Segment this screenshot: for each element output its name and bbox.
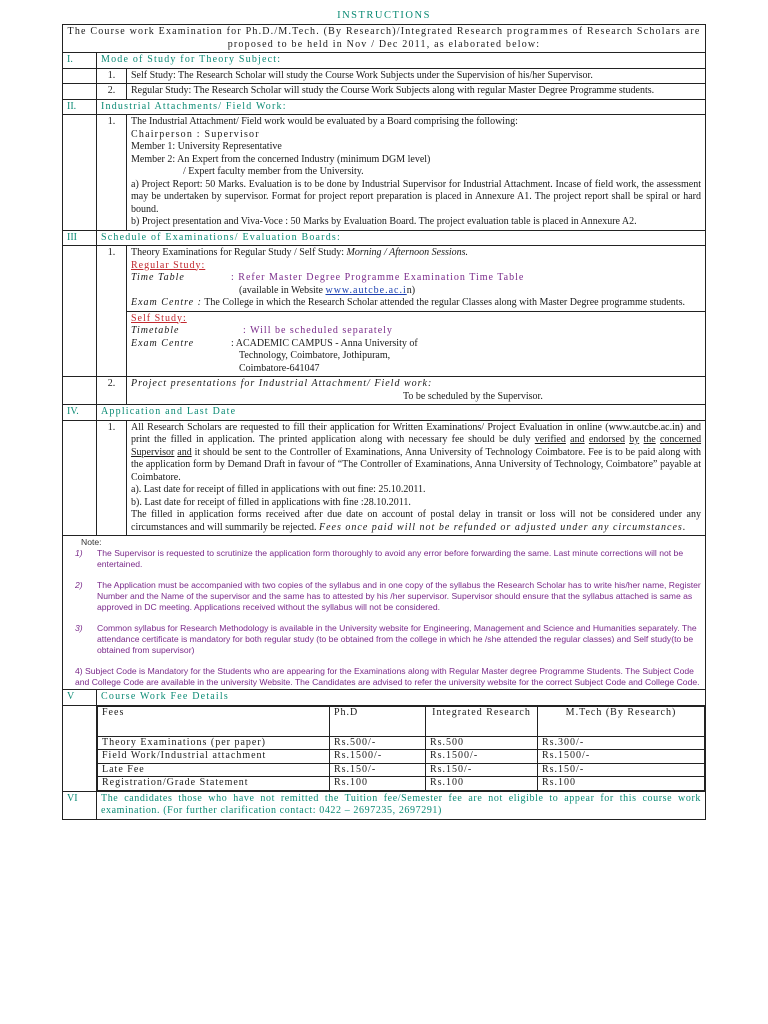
fee-cell: Rs.150/- [426, 763, 538, 777]
self-centre-line1: : ACADEMIC CAMPUS - Anna University of [231, 337, 418, 349]
board-intro: The Industrial Attachment/ Field work would be evaluated by a Board comprising the following: [131, 116, 518, 127]
fee-cell: Rs.500 [426, 736, 538, 750]
item-text: Self Study: The Research Scholar will study the Course Work Subjects under the Supervision of his/her Supervisor. [127, 68, 706, 84]
instructions-table [62, 24, 706, 820]
note-number: 2) [75, 580, 83, 590]
item-number: 1. [97, 68, 127, 84]
the-word: the [643, 434, 656, 445]
note-label: Note: [81, 537, 102, 547]
member-1: Member 1: University Representative [131, 141, 282, 152]
item-text: Regular Study: The Research Scholar will study the Course Work Subjects along with regular Master Degree Programme students. [127, 84, 706, 100]
item-number: 1. [97, 115, 127, 231]
fee-cell: Field Work/Industrial attachment [98, 750, 330, 764]
notes-block [63, 536, 706, 690]
endorsed-word: endorsed [588, 434, 625, 445]
section-heading: Schedule of Examinations/ Evaluation Boards: [97, 230, 706, 246]
self-centre-line2: Technology, Coimbatore, Jothipuram, [239, 350, 391, 361]
fee-cell: Rs.100 [330, 777, 426, 791]
website-link[interactable]: www.autcbe.ac.i [325, 284, 407, 296]
page-title: INSTRUCTIONS [337, 10, 431, 21]
chairperson: Chairperson : Supervisor [131, 128, 260, 140]
fee-cell: Rs.1500/- [538, 750, 705, 764]
section-heading: Course Work Fee Details [97, 690, 706, 706]
timetable-label: Time Table [131, 272, 185, 283]
exam-centre-label: Exam Centre : [131, 297, 202, 308]
self-centre-line3: Coimbatore-641047 [239, 362, 320, 374]
project-presentation-text: b) Project presentation and Viva-Voce : 50 Marks by Evaluation Board. The project evaluation table is placed in Annexure A2. [131, 216, 637, 227]
and-word-2: and [177, 446, 192, 458]
section-number: V [63, 690, 97, 706]
project-report-text: a) Project Report: 50 Marks. Evaluation is to be done by Industrial Supervisor for Industrial Attachment. Incase of field work, the assessment may be undertaken by supervisor. Format for project report preparation is placed in Annexure A1. The project report shall be spiral or hard bound. [131, 178, 701, 215]
self-timetable-value: : Will be scheduled separately [243, 325, 393, 336]
note-text: The Supervisor is requested to scrutinize the application form thoroughly to avoid any error before forwarding the same. Last minute corrections will not be entertained. [97, 548, 684, 569]
fees-not-refunded: Fees once paid will not be refunded or adjusted under any circumstances. [319, 521, 687, 533]
concerned-word: concerned [659, 434, 702, 445]
section-number: III [63, 230, 97, 246]
last-date-without-fine: a). Last date for receipt of filled in applications with out fine: 25.10.2011. [131, 484, 426, 495]
project-presentations-text: Project presentations for Industrial Attachment/ Field work: [131, 378, 433, 389]
fee-header: Fees [98, 706, 330, 736]
fee-cell: Rs.1500/- [330, 750, 426, 764]
fee-cell: Theory Examinations (per paper) [98, 736, 330, 750]
fee-cell: Rs.500/- [330, 736, 426, 750]
late-application-text: The filled in application forms received after due date on account of postal delay in transit or loss will not be considered under any circumstances and will summarily be rejected. [131, 509, 701, 533]
section-number: IV. [63, 405, 97, 421]
by-word: by [629, 434, 640, 445]
member-2-alt: / Expert faculty member from the University. [183, 166, 364, 177]
regular-study-label: Regular Study: [131, 259, 206, 271]
note-4-text: 4) Subject Code is Mandatory for the Students who are appearing for the Examinations along with Regular Master degree Programme Students. The Subject Code and College Code are available in the university Website. The Candidates are advised to refer the university website for the correct Subject Code and College Code. [75, 666, 700, 687]
fee-header: Integrated Research [426, 706, 538, 736]
fee-cell: Rs.150/- [330, 763, 426, 777]
intro-text: The Course work Examination for Ph.D./M.Tech. (By Research)/Integrated Research programmes of Research Scholars are proposed to be held in Nov / Dec 2011, as elaborated below: [63, 25, 706, 53]
note-text: The Application must be accompanied with two copies of the syllabus and in one copy of the syllabus the Research Scholar has to write his/her name, Register Number and the Name of the supervisor and the same has to attested by his /her supervisor. Supervisor should ensure that the syllabus attached is same as approved in DC meeting. Applications received without the syllabus will not be considered. [97, 580, 701, 612]
fee-cell: Rs.100 [426, 777, 538, 791]
fee-cell: Late Fee [98, 763, 330, 777]
tuition-notice: The candidates those who have not remitted the Tuition fee/Semester fee are not eligible to appear for this course work examination. (For further clarification contact: 0422 – 2697235, 2697291) [97, 791, 706, 819]
section-heading: Application and Last Date [97, 405, 706, 421]
application-text-2: it should be sent to the Controller of Examinations, Anna University of Technology Coimbatore. Fee is to be paid along with the application form by Demand Draft in favour of “The Controller of Examinations, Anna University of Technology, Coimbatore” payable at Coimbatore. [131, 446, 702, 483]
section-heading: Industrial Attachments/ Field Work: [97, 99, 706, 115]
website-suffix: n) [406, 284, 416, 296]
note-number: 3) [75, 623, 83, 633]
and-word: and [570, 434, 585, 445]
timetable-value: : Refer Master Degree Programme Examination Time Table [231, 272, 525, 283]
section-number: II. [63, 99, 97, 115]
verified-word: verified [534, 434, 566, 445]
item-number: 2. [97, 377, 127, 405]
fee-header: Ph.D [330, 706, 426, 736]
fee-table [97, 706, 705, 791]
fee-cell: Rs.300/- [538, 736, 705, 750]
item-number: 1. [97, 420, 127, 536]
project-presentations-schedule: To be scheduled by the Supervisor. [403, 390, 543, 402]
self-timetable-label: Timetable [131, 325, 180, 336]
note-text: Common syllabus for Research Methodology is available in the University website for Engineering, Management and Science and Humanities separately. The attendance certificate is mandatory for both regular study (to be obtained from the college in which he /she attended the regular classes) and Self study(to be obtained from supervisor) [97, 623, 697, 655]
fee-cell: Rs.100 [538, 777, 705, 791]
theory-exam-text: Theory Examinations for Regular Study / Self Study: [131, 247, 345, 258]
note-number: 1) [75, 548, 83, 558]
fee-cell: Rs.150/- [538, 763, 705, 777]
section-heading: Mode of Study for Theory Subject: [97, 53, 706, 69]
last-date-with-fine: b). Last date for receipt of filled in applications with fine :28.10.2011. [131, 496, 411, 508]
item-number: 2. [97, 84, 127, 100]
fee-cell: Rs.1500/- [426, 750, 538, 764]
sessions-text: Morning / Afternoon Sessions. [346, 247, 469, 258]
section-number: I. [63, 53, 97, 69]
supervisor-word: Supervisor [131, 446, 175, 458]
section-number: VI [63, 791, 97, 819]
item-number: 1. [97, 246, 127, 377]
application-text-1: All Research Scholars are requested to fill their application for Written Examinations/ Project Evaluation in online (www.autcbe.ac.in) and print the filled in application. The printed application along with necessary fee should be duly [131, 421, 701, 445]
member-2: Member 2: An Expert from the concerned Industry (minimum DGM level) [131, 153, 431, 165]
fee-header: M.Tech (By Research) [538, 706, 705, 736]
fee-cell: Registration/Grade Statement [98, 777, 330, 791]
website-prefix: (available in Website [239, 284, 323, 296]
self-centre-label: Exam Centre [131, 337, 195, 349]
self-study-label: Self Study: [131, 312, 187, 324]
exam-centre-text: The College in which the Research Scholar attended the regular Classes along with Master Degree programme students. [204, 297, 685, 308]
